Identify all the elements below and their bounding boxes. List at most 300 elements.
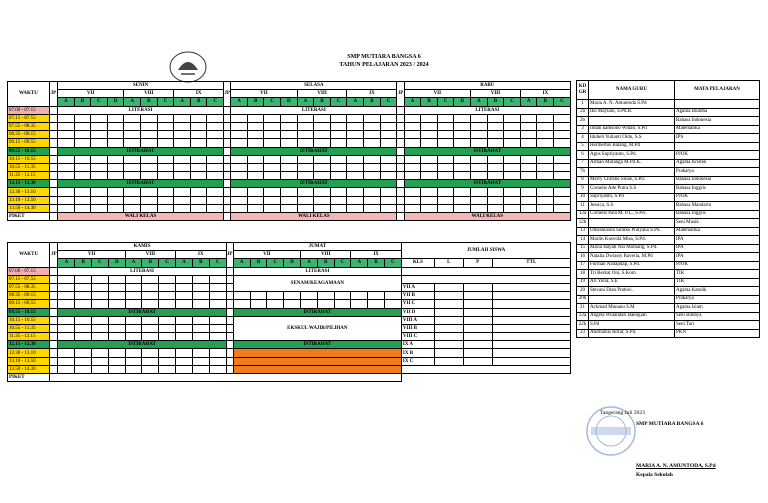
schedule-cell [351, 300, 368, 308]
schedule-cell [157, 122, 174, 130]
schedule-cell [281, 204, 298, 212]
schedule-cell [209, 283, 226, 291]
jp-cell [49, 147, 57, 155]
schedule-cell [231, 139, 248, 147]
class-header: A [125, 259, 142, 267]
schedule-cell [207, 139, 224, 147]
schedule-cell [471, 122, 488, 130]
schedule-cell [264, 114, 281, 122]
class-header: A [347, 98, 364, 106]
level-ix: IX [520, 90, 570, 98]
schedule-cell [107, 172, 124, 180]
level-ix: IX [347, 90, 397, 98]
waktu-header: WAKTU [8, 243, 50, 268]
schedule-cell [437, 114, 454, 122]
schedule-cell [108, 283, 125, 291]
siswa-cell [434, 357, 463, 365]
schedule-cell [487, 155, 504, 163]
schedule-cell [192, 324, 209, 332]
schedule-cell [330, 172, 347, 180]
schedule-cell [471, 131, 488, 139]
schedule-cell [231, 172, 248, 180]
schedule-cell [209, 316, 226, 324]
class-header: C [504, 98, 521, 106]
class-header: A [471, 98, 488, 106]
schedule-cell [487, 204, 504, 212]
teacher-subject: Agama Buddha [675, 108, 760, 117]
class-header: B [141, 98, 158, 106]
siswa-cell [463, 349, 492, 357]
schedule-cell [297, 163, 314, 171]
siswa-class: VII D [401, 308, 434, 316]
teacher-code: 9 [577, 185, 589, 194]
jp-cell [224, 196, 231, 204]
siswa-cell [434, 316, 463, 324]
schedule-cell [404, 131, 421, 139]
schedule-cell [209, 324, 226, 332]
siswa-cell [492, 324, 570, 332]
schedule-cell [247, 139, 264, 147]
class-header: A [300, 259, 317, 267]
class-header: C [267, 259, 284, 267]
schedule-cell [421, 131, 438, 139]
level-ix: IX [351, 251, 402, 259]
schedule-cell [107, 122, 124, 130]
schedule-cell [159, 324, 176, 332]
schedule-cell [107, 163, 124, 171]
teacher-row [577, 236, 760, 245]
schedule-cell [92, 275, 109, 283]
siswa-cell [434, 341, 463, 349]
schedule-cell [281, 122, 298, 130]
schedule-cell [107, 114, 124, 122]
siswa-col-header: P [463, 259, 492, 267]
schedule-cell [264, 122, 281, 130]
schedule-cell [192, 292, 209, 300]
teacher-code: 18 [577, 270, 589, 279]
teacher-subject: IPS [675, 134, 760, 143]
empty-block [233, 349, 401, 357]
time-cell: 10.15 - 10.55 [8, 155, 50, 163]
jp-cell [226, 267, 233, 275]
schedule-cell [471, 114, 488, 122]
schedule-cell [384, 300, 401, 308]
wali-kelas-band: WALI KELAS [404, 213, 570, 221]
schedule-top-table [7, 81, 571, 221]
schedule-cell [209, 357, 226, 365]
schedule-cell [125, 324, 142, 332]
siswa-cell [434, 324, 463, 332]
schedule-cell [57, 172, 74, 180]
schedule-cell [125, 365, 142, 373]
schedule-cell [174, 196, 191, 204]
jp-cell [224, 147, 231, 155]
istirahat-band: ISTIRAHAT [57, 180, 223, 188]
schedule-cell [437, 139, 454, 147]
level-viii: VIII [300, 251, 350, 259]
teacher-code: 4 [577, 134, 589, 143]
schedule-cell [504, 188, 521, 196]
class-header: B [314, 98, 331, 106]
schedule-cell [207, 122, 224, 130]
teacher-name: Indah kamsono Widan, S.Pd [589, 125, 675, 134]
teacher-code: 3 [577, 125, 589, 134]
schedule-cell [281, 155, 298, 163]
schedule-row [8, 106, 571, 114]
schedule-row [8, 275, 571, 283]
schedule-cell [537, 188, 554, 196]
teacher-code: 22b [577, 321, 589, 330]
schedule-cell [209, 365, 226, 373]
schedule-cell [520, 172, 537, 180]
schedule-cell [504, 196, 521, 204]
schedule-cell [421, 163, 438, 171]
class-header: B [247, 98, 264, 106]
schedule-cell [368, 292, 385, 300]
schedule-cell [314, 131, 331, 139]
schedule-cell [264, 139, 281, 147]
schedule-cell [92, 300, 109, 308]
schedule-cell [108, 275, 125, 283]
schedule-cell [108, 292, 125, 300]
teacher-row [577, 151, 760, 160]
schedule-cell [437, 188, 454, 196]
schedule-cell [421, 188, 438, 196]
piket-blank [50, 374, 402, 382]
schedule-cell [380, 188, 397, 196]
schedule-row [8, 349, 571, 357]
schedule-cell [91, 155, 108, 163]
schedule-cell [421, 122, 438, 130]
schedule-cell [108, 324, 125, 332]
jp-cell [224, 139, 231, 147]
schedule-cell [125, 357, 142, 365]
teacher-code: 7b [577, 168, 589, 177]
siswa-blank [401, 267, 570, 275]
schedule-cell [57, 155, 74, 163]
siswa-cell [492, 316, 570, 324]
teacher-subject: Agama Islam [675, 304, 760, 313]
schedule-cell [300, 300, 317, 308]
teacher-code: 12b [577, 219, 589, 228]
schedule-cell [330, 114, 347, 122]
siswa-cell [434, 292, 463, 300]
jp-cell [49, 163, 57, 171]
teacher-row [577, 100, 760, 109]
schedule-cell [421, 114, 438, 122]
time-cell: 09.55 - 10.15 [8, 147, 50, 155]
schedule-cell [159, 349, 176, 357]
schedule-cell [297, 155, 314, 163]
teacher-row [577, 278, 760, 287]
class-header: A [58, 259, 75, 267]
schedule-cell [91, 131, 108, 139]
schedule-cell [537, 155, 554, 163]
schedule-cell [330, 131, 347, 139]
class-header: B [192, 259, 209, 267]
istirahat-band: ISTIRAHAT [231, 147, 397, 155]
time-cell: 09.15 - 09.55 [8, 139, 50, 147]
schedule-cell [124, 196, 141, 204]
jp-header: JP [397, 82, 404, 107]
schedule-row [8, 147, 571, 155]
literasi-band: LITERASI [404, 106, 570, 114]
schedule-cell [92, 292, 109, 300]
teacher-code: 6 [577, 151, 589, 160]
teacher-code: 13 [577, 227, 589, 236]
teacher-code: 7 [577, 159, 589, 168]
schedule-cell [190, 155, 207, 163]
schedule-cell [141, 188, 158, 196]
schedule-cell [125, 283, 142, 291]
class-header: B [537, 98, 554, 106]
siswa-cell [463, 341, 492, 349]
jp-cell [50, 349, 58, 357]
teacher-row [577, 176, 760, 185]
schedule-cell [141, 204, 158, 212]
schedule-cell [58, 300, 75, 308]
teacher-row [577, 261, 760, 270]
siswa-class: VII C [401, 300, 434, 308]
schedule-cell [176, 283, 193, 291]
class-header: A [404, 98, 421, 106]
schedule-row [8, 122, 571, 130]
schedule-cell [231, 131, 248, 139]
school-title: SMP MUTIARA BANGSA 6 [347, 54, 421, 60]
istirahat-band: ISTIRAHAT [58, 308, 226, 316]
jp-cell [49, 196, 57, 204]
time-cell: 10.15 - 10.55 [8, 316, 50, 324]
schedule-cell [404, 122, 421, 130]
class-header: C [157, 98, 174, 106]
teacher-name: Tri Berkat Oni, S.Kom [589, 270, 675, 279]
schedule-cell [404, 155, 421, 163]
schedule-cell [247, 122, 264, 130]
schedule-cell [107, 139, 124, 147]
level-ix: IX [176, 251, 227, 259]
schedule-cell [364, 172, 381, 180]
schedule-cell [554, 155, 571, 163]
teacher-subject: PJOK [675, 193, 760, 202]
jp-header: JP [50, 243, 58, 268]
schedule-cell [364, 188, 381, 196]
schedule-cell [330, 139, 347, 147]
schedule-cell [317, 292, 334, 300]
schedule-cell [157, 155, 174, 163]
level-viii: VIII [125, 251, 175, 259]
schedule-cell [454, 155, 471, 163]
jp-cell [50, 275, 58, 283]
schedule-cell [347, 163, 364, 171]
schedule-cell [384, 292, 401, 300]
schedule-cell [537, 139, 554, 147]
jp-cell [226, 324, 233, 332]
schedule-cell [209, 349, 226, 357]
teacher-code: 23 [577, 329, 589, 338]
jp-cell [49, 131, 57, 139]
jp-cell [50, 283, 58, 291]
class-header: A [57, 98, 74, 106]
class-header: B [75, 259, 92, 267]
schedule-cell [190, 188, 207, 196]
schedule-cell [108, 357, 125, 365]
schedule-cell [554, 139, 571, 147]
class-header: C [264, 98, 281, 106]
signature-name: MARIA A. N. AMUNTODA, S.Pd [636, 463, 716, 469]
schedule-cell [454, 196, 471, 204]
schedule-cell [504, 163, 521, 171]
schedule-cell [281, 196, 298, 204]
teacher-code: 2b [577, 117, 589, 126]
schedule-cell [176, 292, 193, 300]
jp-cell [226, 300, 233, 308]
jp-cell [397, 106, 404, 114]
time-cell: 10.55 - 11.35 [8, 163, 50, 171]
jp-header: JP [224, 82, 231, 107]
time-cell: 08.35 - 09.15 [8, 292, 50, 300]
schedule-cell [437, 122, 454, 130]
schedule-cell [231, 204, 248, 212]
schedule-row [8, 155, 571, 163]
siswa-cell [492, 349, 570, 357]
teacher-name: Agus Supriyanto, S.Pd. [589, 151, 675, 160]
teacher-row [577, 142, 760, 151]
istirahat-band: ISTIRAHAT [233, 341, 401, 349]
schedule-cell [380, 163, 397, 171]
teacher-code: 2a [577, 108, 589, 117]
siswa-cell [434, 349, 463, 357]
schedule-cell [108, 333, 125, 341]
class-header: D [281, 98, 298, 106]
schedule-cell [108, 316, 125, 324]
teacher-row [577, 244, 760, 253]
teacher-name: Maria Hayati Nai Momang, S.Pd. [589, 244, 675, 253]
jumlah-siswa-header: JUMLAH SISWA [401, 243, 570, 259]
teacher-subject [675, 142, 760, 151]
schedule-cell [380, 139, 397, 147]
teacher-name [589, 168, 675, 177]
schedule-cell [124, 204, 141, 212]
siswa-cell [492, 300, 570, 308]
schedule-cell [190, 114, 207, 122]
schedule-cell [554, 131, 571, 139]
class-header: B [142, 259, 159, 267]
schedule-cell [471, 163, 488, 171]
schedule-cell [141, 155, 158, 163]
schedule-cell [554, 172, 571, 180]
class-header: C [330, 98, 347, 106]
schedule-cell [247, 114, 264, 122]
schedule-cell [520, 155, 537, 163]
mapel-header: MATA PELAJARAN [675, 81, 760, 100]
schedule-cell [368, 300, 385, 308]
schedule-cell [57, 122, 74, 130]
teacher-subject: PJOK [675, 151, 760, 160]
istirahat-band: ISTIRAHAT [57, 147, 223, 155]
schedule-cell [520, 131, 537, 139]
schedule-cell [174, 204, 191, 212]
schedule-cell [421, 155, 438, 163]
class-header: D [107, 98, 124, 106]
teacher-subject: IPA [675, 244, 760, 253]
teacher-row [577, 117, 760, 126]
schedule-cell [192, 316, 209, 324]
schedule-cell [471, 139, 488, 147]
teacher-code: 10 [577, 193, 589, 202]
schedule-cell [141, 163, 158, 171]
class-header: D [108, 259, 125, 267]
schedule-cell [207, 163, 224, 171]
teacher-subject [675, 100, 760, 109]
schedule-cell [124, 139, 141, 147]
teacher-subject: Bahasa Mandarin [675, 202, 760, 211]
schedule-row [8, 292, 571, 300]
schedule-cell [347, 122, 364, 130]
teacher-code: 15 [577, 244, 589, 253]
jp-cell [397, 204, 404, 212]
class-header: C [91, 98, 108, 106]
schedule-cell [454, 131, 471, 139]
schedule-cell [107, 188, 124, 196]
schedule-row [8, 131, 571, 139]
schedule-cell [297, 204, 314, 212]
schedule-cell [520, 122, 537, 130]
schedule-cell [91, 188, 108, 196]
class-header: B [317, 259, 334, 267]
nama-guru-header: NAMA GURU [589, 81, 675, 100]
schedule-cell [487, 131, 504, 139]
schedule-cell [281, 114, 298, 122]
siswa-class: IX B [401, 349, 434, 357]
teacher-code: 1 [577, 100, 589, 109]
teacher-name: Angela Wulandari Baengian [589, 312, 675, 321]
teacher-code: 21 [577, 304, 589, 313]
schedule-cell [364, 163, 381, 171]
schedule-cell [487, 122, 504, 130]
jp-cell [397, 196, 404, 204]
schedule-cell [174, 122, 191, 130]
level-vii: VII [231, 90, 297, 98]
siswa-cell [492, 283, 570, 291]
teacher-row [577, 312, 760, 321]
schedule-cell [404, 196, 421, 204]
schedule-cell [142, 365, 159, 373]
schedule-cell [207, 114, 224, 122]
academic-year: TAHUN PELAJARAN 2023 / 2024 [339, 62, 429, 68]
schedule-cell [207, 172, 224, 180]
schedule-cell [284, 292, 301, 300]
class-header: C [437, 98, 454, 106]
schedule-cell [124, 163, 141, 171]
time-cell: 10.55 - 11.35 [8, 324, 50, 332]
schedule-cell [520, 196, 537, 204]
jp-cell [50, 341, 58, 349]
schedule-cell [74, 155, 91, 163]
schedule-cell [192, 275, 209, 283]
schedule-cell [404, 172, 421, 180]
class-header: B [368, 259, 385, 267]
jp-cell [397, 114, 404, 122]
siswa-cell [463, 300, 492, 308]
schedule-cell [380, 196, 397, 204]
schedule-cell [281, 188, 298, 196]
schedule-cell [281, 131, 298, 139]
teacher-row [577, 193, 760, 202]
jp-cell [397, 147, 404, 155]
schedule-cell [264, 163, 281, 171]
class-header: B [74, 98, 91, 106]
schedule-cell [159, 292, 176, 300]
